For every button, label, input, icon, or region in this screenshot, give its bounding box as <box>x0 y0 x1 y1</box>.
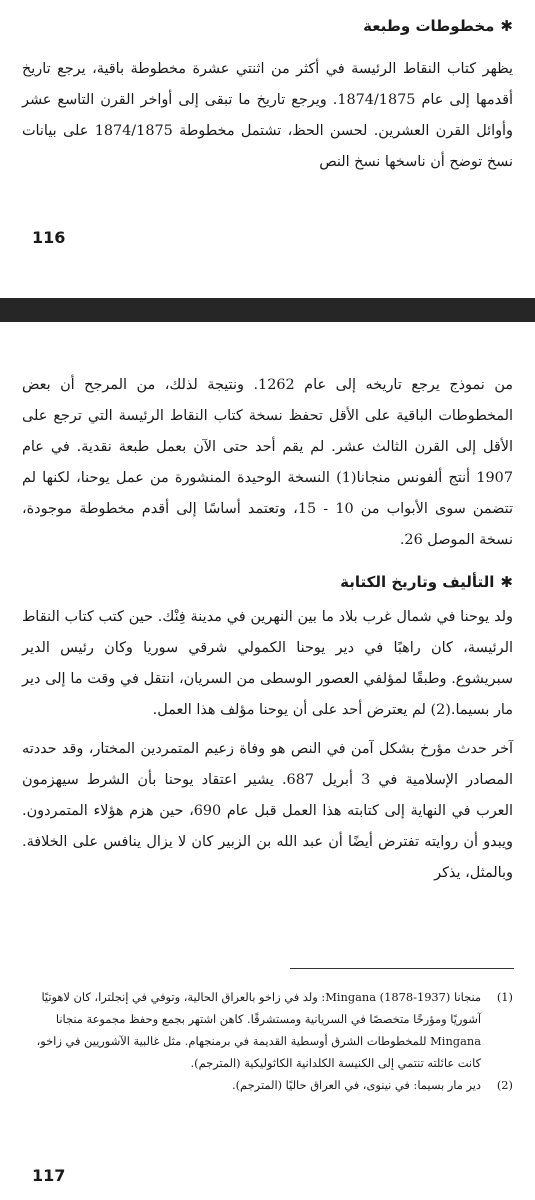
footnote-text: منجانا Mingana (1878-1937): ولد في زاخو بالعراق الحالية، وتوفي في إنجلترا، كان لاهوتيًا آشوريًا ومؤرخًا متخصصًا في السريانية ومستشرقًا. كاهن اشتهر بجمع وحفظ مجموعة منجانا Mingana للمخطوطات الشرق أوسطية القديمة في برمنجهام. مثل غالبية الآشوريين في زاخو، كانت عائلته تنتمي إلى الكنيسة الكلدانية الكاثوليكية (المترجم). <box>36 990 481 1070</box>
paragraph-dating: آخر حدث مؤرخ بشكل آمن في النص هو وفاة زعيم المتمردين المختار، وقد حددته المصادر الإسلامية في 3 أبريل 687. يشير اعتقاد يوحنا بأن الشرط سيهزمون العرب في النهاية إلى كتابته هذا العمل قبل عام 690، حين هزم هؤلاء المتمردون. ويبدو أن روايته تفترض أيضًا أن عبد الله بن الزبير كان لا يزال ينافس على الخلافة. وبالمثل، يذكر <box>22 741 513 881</box>
footnote-1 <box>22 986 513 1074</box>
heading-text: مخطوطات وطبعة <box>363 17 495 35</box>
footnote-number: (1) <box>496 990 513 1004</box>
heading-text: التأليف وتاريخ الكتابة <box>340 573 495 591</box>
page-116 <box>0 0 535 298</box>
paragraph-authorship: ولد يوحنا في شمال غرب بلاد ما بين النهرين في مدينة فِنْك. حين كتب كتاب النقاط الرئيسة، كان راهبًا في دير يوحنا الكمولي شرقي سوريا وكان رئيس الدير سبريشوع. وطبقًا لمؤلفي العصور الوسطى من السريان، انتقل في وقت ما إلى دير مار بسيما.(2) لم يعترض أحد على أن يوحنا مؤلف هذا العمل. <box>22 609 513 718</box>
page-117-text <box>22 370 513 889</box>
page-number: 116 <box>32 228 66 247</box>
paragraph-manuscripts: يظهر كتاب النقاط الرئيسة في أكثر من اثنتي عشرة مخطوطة باقية، يرجع تاريخ أقدمها إلى عام 1874/1875. ويرجع تاريخ ما تبقى إلى أواخر القرن التاسع عشر وأوائل القرن العشرين. لحسن الحظ، تشتمل مخطوطة 1874/1875 على بيانات نسخ توضح أن ناسخها نسخ النص <box>22 61 513 170</box>
footnotes <box>22 986 513 1096</box>
asterisk-icon: ✱ <box>500 17 513 35</box>
page-number: 117 <box>32 1166 66 1185</box>
section-heading-authorship <box>22 570 513 594</box>
paragraph-continuation: من نموذج يرجع تاريخه إلى عام 1262. ونتيجة لذلك، من المرجح أن بعض المخطوطات الباقية على الأقل تحفظ نسخة كتاب النقاط الرئيسة التي ترجع على الأقل إلى القرن الثالث عشر. لم يقم أحد حتى الآن بعمل طبعة نقدية. في عام 1907 أنتج ألفونس منجانا(1) النسخة الوحيدة المنشورة من عمل يوحنا، لكنها لم تتضمن سوى الأبواب من 10 - 15، وتعتمد أساسًا إلى أقدم مخطوطة موجودة، نسخة الموصل 26. <box>22 377 514 548</box>
asterisk-icon: ✱ <box>500 573 513 591</box>
footnote-text: دير مار بسيما: في نينوى، في العراق حاليًا (المترجم). <box>231 1078 481 1092</box>
section-heading-manuscripts <box>22 14 513 38</box>
page-116-text <box>22 14 513 178</box>
footnote-number: (2) <box>496 1078 513 1092</box>
footnote-2 <box>22 1074 513 1096</box>
footnote-rule <box>290 968 514 969</box>
page-separator <box>0 298 535 322</box>
page-117 <box>0 322 535 1200</box>
